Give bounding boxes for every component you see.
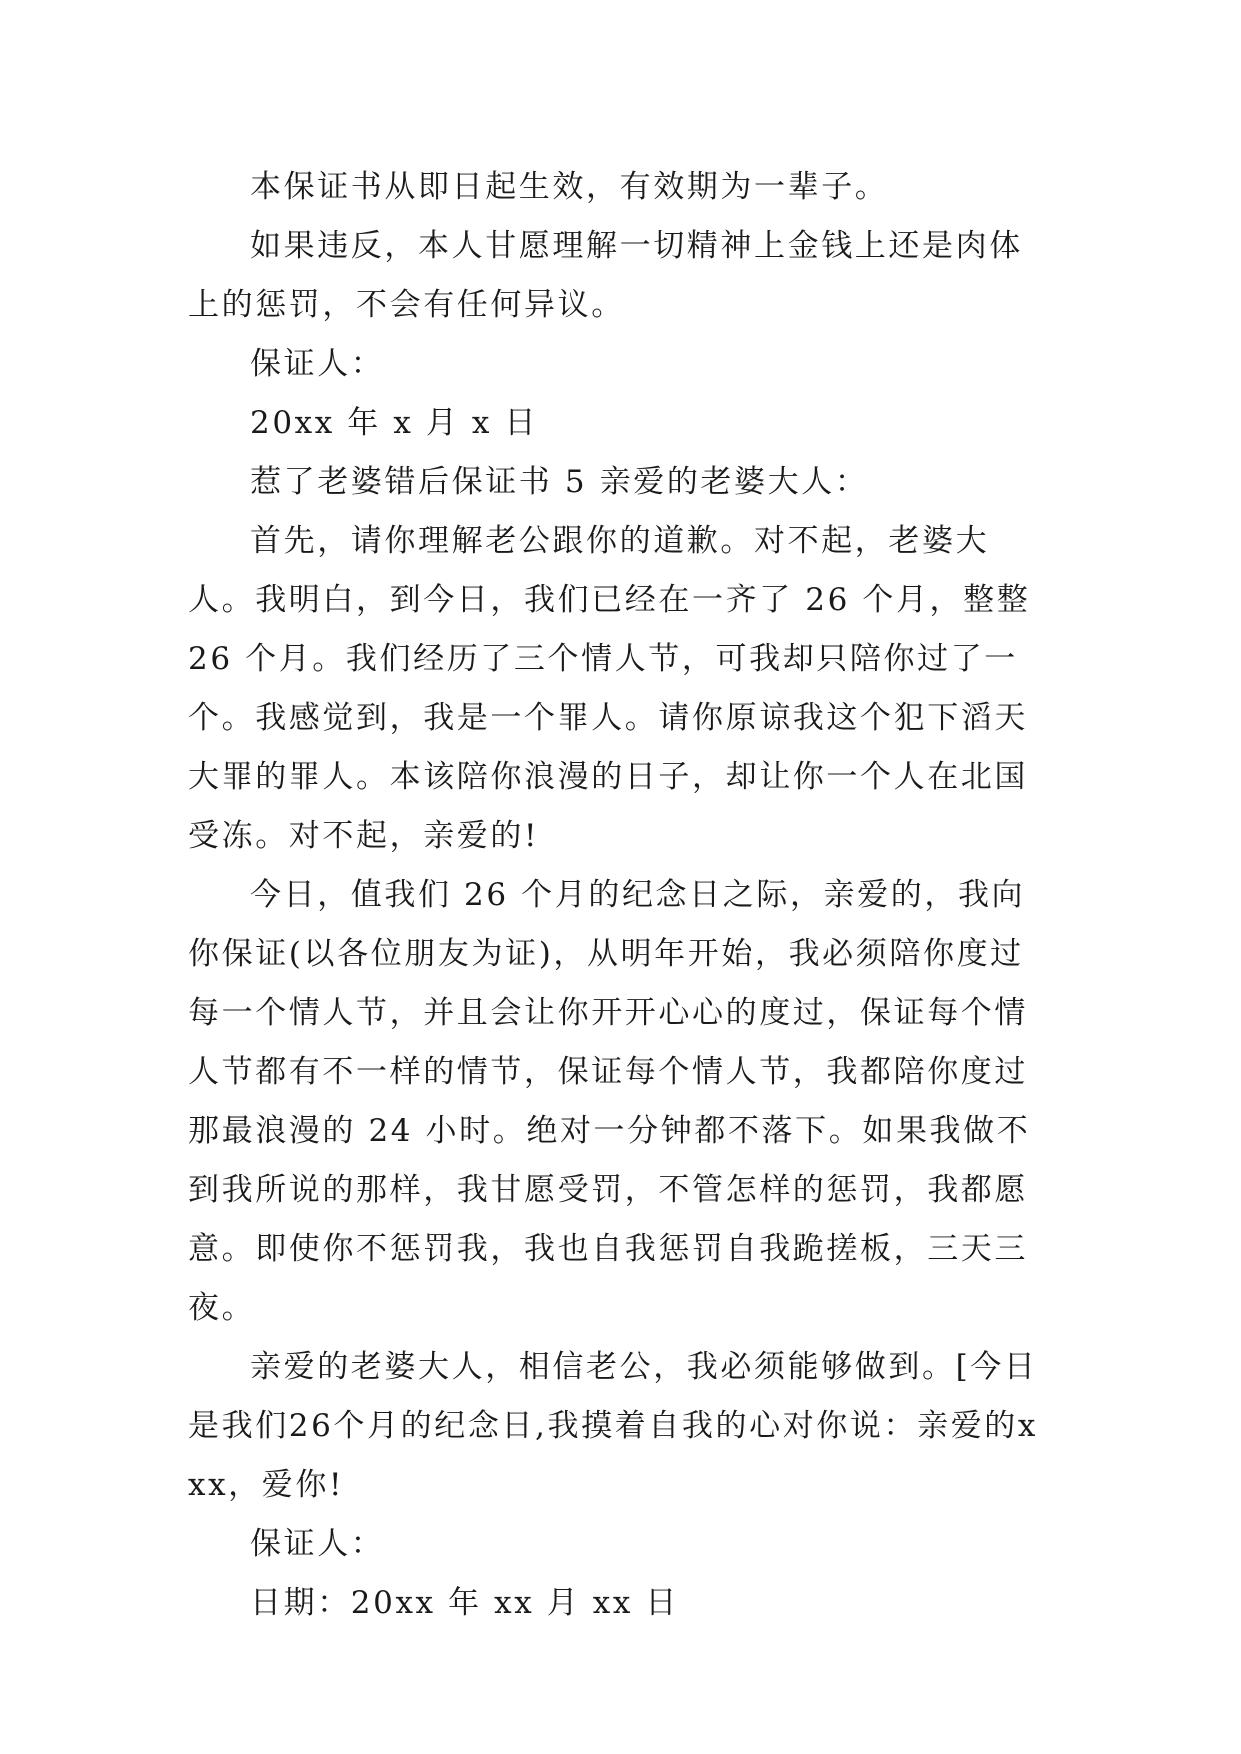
signature-label-2: 保证人： <box>250 1526 385 1562</box>
paragraph-validity: 本保证书从即日起生效，有效期为一辈子。 <box>250 169 889 205</box>
paragraph-promise: 今日，值我们 26 个月的纪念日之际，亲爱的，我向你保证(以各位朋友为证)，从明年开始，我必须陪你度过每一个情人节，并且会让你开开心心的度过，保证每个情人节都有不一样的情节，保证每个情人节，我都陪你度过那最浪漫的 24 小时。绝对一分钟都不落下。如果我做不到我所说的那样，我甘愿受罚，不管怎样的惩罚，我都愿意。即使你不惩罚我，我也自我惩罚自我跪搓板，三天三夜。 <box>188 877 1031 1326</box>
signature-date-2: 日期：20xx 年 xx 月 xx 日 <box>250 1585 680 1621</box>
section-heading-salutation: 惹了老婆错后保证书 5 亲爱的老婆大人： <box>250 464 869 500</box>
signature-label: 保证人： <box>250 346 385 382</box>
paragraph-apology: 首先，请你理解老公跟你的道歉。对不起，老婆大人。我明白，到今日，我们已经在一齐了 26 个月，整整 26 个月。我们经历了三个情人节，可我却只陪你过了一个。我感觉到，我是一个罪人。请你原谅我这个犯下滔天大罪的罪人。本该陪你浪漫的日子，却让你一个人在北国受冻。对不起，亲爱的! <box>188 523 1031 854</box>
document-body <box>188 158 1056 1633</box>
paragraph-violation: 如果违反，本人甘愿理解一切精神上金钱上还是肉体上的惩罚，不会有任何异议。 <box>188 228 1023 323</box>
signature-date: 20xx 年 x 月 x 日 <box>250 405 539 441</box>
paragraph-closing: 亲爱的老婆大人，相信老公，我必须能够做到。[今日是我们26个月的纪念日,我摸着自我的心对你说：亲爱的xxx，爱你! <box>188 1349 1038 1503</box>
